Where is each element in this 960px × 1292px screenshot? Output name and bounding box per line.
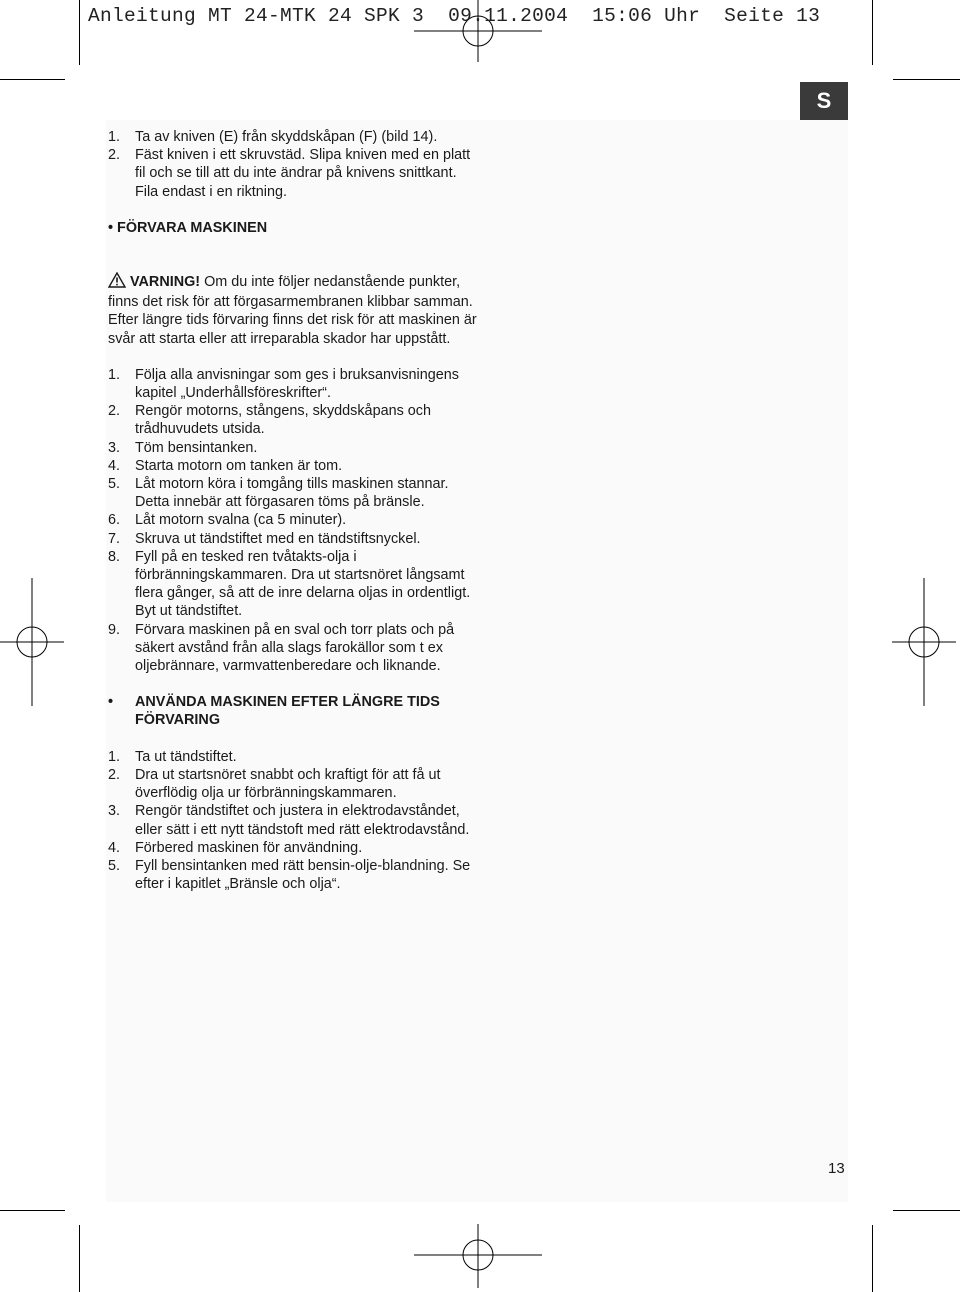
item-number: 8. bbox=[108, 548, 121, 565]
crop-mark bbox=[872, 0, 873, 65]
item-number: 1. bbox=[108, 748, 121, 765]
item-text: Följa alla anvisningar som ges i bruksanvisningens kapitel „Underhållsföreskrifter“. bbox=[135, 366, 459, 402]
item-number: 2. bbox=[108, 147, 121, 164]
item-number: 6. bbox=[108, 512, 121, 529]
list-item bbox=[108, 366, 478, 402]
print-slug bbox=[88, 5, 820, 27]
document-name: Anleitung MT 24-MTK 24 SPK 3 bbox=[88, 5, 425, 27]
warning-block bbox=[108, 272, 478, 348]
item-number: 7. bbox=[108, 530, 121, 547]
list-item bbox=[108, 146, 478, 201]
item-text: Dra ut startsnöret snabbt och kraftigt för att få ut överflödig olja ur förbränningskammaren. bbox=[135, 766, 441, 802]
list-item bbox=[108, 857, 478, 893]
slug-time: 15:06 Uhr bbox=[592, 5, 701, 27]
list-item bbox=[108, 548, 478, 621]
registration-mark-bottom bbox=[414, 1224, 542, 1288]
crop-mark bbox=[0, 79, 65, 80]
item-number: 5. bbox=[108, 857, 121, 874]
item-text: Fyll på en tesked ren tvåtakts-olja i förbränningskammaren. Dra ut startsnöret långsamt flera gånger, så att de inre delarna oljas in ordentligt. Byt ut tändstiftet. bbox=[135, 548, 471, 620]
item-text: Låt motorn köra i tomgång tills maskinen stannar. Detta innebär att förgasaren töms på bränsle. bbox=[135, 476, 449, 511]
registration-mark-left bbox=[0, 578, 64, 706]
item-number: 2. bbox=[108, 403, 121, 420]
item-text: Skruva ut tändstiftet med en tändstiftsnyckel. bbox=[135, 530, 421, 547]
heading-text: ANVÄNDA MASKINEN EFTER LÄNGRE TIDS FÖRVARING bbox=[135, 694, 440, 729]
registration-mark-right bbox=[892, 578, 956, 706]
item-text: Töm bensintanken. bbox=[135, 439, 258, 456]
list-item bbox=[108, 511, 478, 529]
item-text: Ta av kniven (E) från skyddskåpan (F) (bild 14). bbox=[135, 129, 438, 145]
page-number: 13 bbox=[828, 1160, 845, 1177]
crop-mark bbox=[79, 0, 80, 65]
warning-label: VARNING! bbox=[130, 274, 201, 291]
list-item bbox=[108, 530, 478, 548]
section-heading-after-storage: • ANVÄNDA MASKINEN EFTER LÄNGRE TIDS FÖRVARING bbox=[108, 694, 440, 729]
crop-mark bbox=[893, 1210, 960, 1211]
item-text: Förbered maskinen för användning. bbox=[135, 839, 363, 856]
item-text: Rengör motorns, stångens, skyddskåpans och trådhuvudets utsida. bbox=[135, 403, 431, 438]
item-number: 4. bbox=[108, 457, 121, 474]
main-text bbox=[108, 128, 478, 893]
list-item bbox=[108, 748, 478, 766]
list-item bbox=[108, 475, 478, 511]
item-text: Låt motorn svalna (ca 5 minuter). bbox=[135, 512, 347, 529]
crop-mark bbox=[893, 79, 960, 80]
list-item bbox=[108, 839, 478, 857]
item-number: 5. bbox=[108, 476, 121, 493]
item-number: 4. bbox=[108, 839, 121, 856]
language-tab: S bbox=[800, 82, 848, 120]
crop-mark bbox=[872, 1225, 873, 1292]
warning-triangle-icon bbox=[108, 272, 126, 293]
crop-mark bbox=[79, 1225, 80, 1292]
list-item bbox=[108, 439, 478, 457]
item-number: 2. bbox=[108, 766, 121, 783]
list-item bbox=[108, 766, 478, 802]
slug-page: Seite 13 bbox=[724, 5, 821, 27]
list-item bbox=[108, 802, 478, 838]
item-number: 9. bbox=[108, 621, 121, 638]
item-number: 1. bbox=[108, 366, 121, 383]
item-number: 3. bbox=[108, 439, 121, 456]
item-text: Fäst kniven i ett skruvstäd. Slipa kniven med en platt fil och se till att du inte ändrar på knivens snittkant. Fila endast i en riktning. bbox=[135, 147, 471, 200]
item-text: Ta ut tändstiftet. bbox=[135, 748, 237, 765]
section-heading-storage: • FÖRVARA MASKINEN bbox=[108, 219, 268, 236]
item-number: 3. bbox=[108, 803, 121, 820]
list-item bbox=[108, 402, 478, 438]
slug-date: 09.11.2004 bbox=[448, 5, 569, 27]
item-text: Förvara maskinen på en sval och torr plats och på säkert avstånd från alla slags farokällor som t ex oljebrännare, varmvattenberedare och liknande. bbox=[135, 621, 455, 675]
item-text: Fyll bensintanken med rätt bensin-olje-blandning. Se efter i kapitlet „Bränsle och olja“. bbox=[135, 857, 471, 893]
item-number: 1. bbox=[108, 129, 121, 145]
item-text: Starta motorn om tanken är tom. bbox=[135, 457, 343, 474]
list-item bbox=[108, 457, 478, 475]
heading-text: FÖRVARA MASKINEN bbox=[117, 219, 268, 236]
warning-text: Om du inte följer nedanstående punkter, finns det risk för att förgasarmembranen klibbar samman. Efter längre tids förvaring finns det risk för att maskinen är svår att starta eller att irreparabla skador har uppstått. bbox=[108, 274, 477, 347]
list-item bbox=[108, 621, 478, 676]
list-item bbox=[108, 128, 478, 146]
crop-mark bbox=[0, 1210, 65, 1211]
item-text: Rengör tändstiftet och justera in elektrodavståndet, eller sätt i ett nytt tändstoft med rätt elektrodavstånd. bbox=[135, 803, 470, 838]
